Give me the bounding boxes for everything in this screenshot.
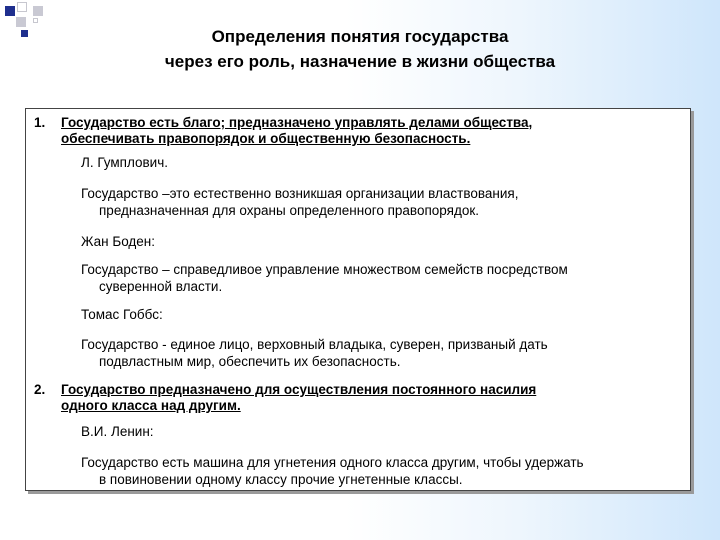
corner-square-decoration [5,6,15,16]
item-number: 1. [34,115,46,130]
quote-line: Государство - единое лицо, верховный владыка, суверен, призваный дать [81,337,548,352]
quote-line: суверенной власти. [99,279,223,294]
definition-text [61,115,689,147]
definition-line: Государство предназначено для осуществления постоянного насилия [61,382,537,397]
definition-line: обеспечивать правопорядок и общественную безопасность. [61,131,471,146]
corner-square-decoration [16,17,26,27]
slide-title-line: Определения понятия государства [211,27,509,46]
corner-square-decoration [17,2,27,12]
definition-text [61,382,689,414]
quote-author: Томас Гоббс: [81,307,163,322]
quote-author: В.И. Ленин: [81,424,154,439]
quote-line: Государство – справедливое управление множеством семейств посредством [81,262,568,277]
quote-line: предназначенная для охраны определенного правопорядок. [99,203,479,218]
quote-text [81,454,584,488]
quote-text [81,261,568,295]
slide-title-line: через его роль, назначение в жизни общества [164,52,556,71]
definition-line: одного класса над другим. [61,398,241,413]
corner-square-decoration [33,6,43,16]
definition-line: Государство есть благо; предназначено управлять делами общества, [61,115,533,130]
quote-line: Государство –это естественно возникшая организации властвования, [81,186,519,201]
content-box [25,108,691,491]
corner-square-decoration [21,30,28,37]
quote-author: Жан Боден: [81,234,155,249]
quote-line: в повиновении одному классу прочие угнетенные классы. [99,472,463,487]
item-number: 2. [34,382,46,397]
quote-text [81,185,518,219]
quote-line: Государство есть машина для угнетения одного класса другим, чтобы удержать [81,455,584,470]
quote-text [81,336,548,370]
slide-title [70,24,650,74]
corner-square-decoration [33,18,38,23]
quote-author: Л. Гумплович. [81,155,168,170]
quote-line: подвластным мир, обеспечить их безопасность. [99,354,401,369]
